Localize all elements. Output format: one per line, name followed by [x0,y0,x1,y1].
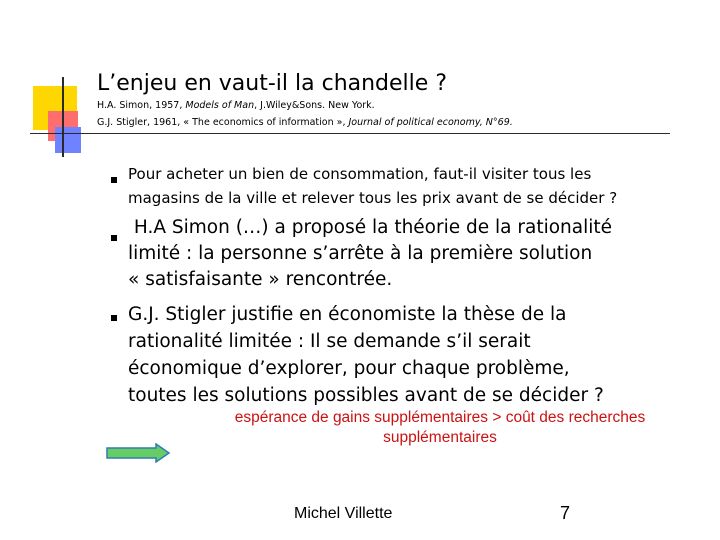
reference-text: G.J. Stigler, 1961, « The economics of information », [97,117,349,128]
decor-vertical-line [62,77,64,157]
bullet-text-2 [128,215,612,293]
right-arrow-icon [106,443,170,463]
decor-horizontal-line [30,133,670,134]
footer-author: Michel Villette [294,505,393,522]
note-line: supplémentaires [383,429,497,446]
text-line: Pour acheter un bien de consommation, faut-il visiter tous les [128,165,592,183]
decor-square-blue [55,127,81,153]
text-line: limité : la personne s’arrête à la première solution [128,243,593,264]
text-line: rationalité limitée : Il se demande s’il serait [128,331,531,352]
annotation-note [190,408,690,448]
bullet-square-icon [111,177,117,183]
reference-text: H.A. Simon, 1957, [97,100,186,111]
text-line: toutes les solutions possibles avant de se décider ? [128,385,604,406]
text-line: G.J. Stigler justifie en économiste la thèse de la [128,304,567,325]
reference-text: , J.Wiley&Sons. New York. [254,100,375,111]
reference-stigler [97,117,513,129]
text-line: H.A Simon (…) a proposé la théorie de la rationalité [128,217,613,238]
reference-simon [97,100,375,112]
text-line: « satisfaisante » rencontrée. [128,269,393,290]
reference-book-title: Models of Man [185,100,255,111]
page-number: 7 [560,503,571,523]
bullet-square-icon [111,315,117,321]
text-line: économique d’explorer, pour chaque problème, [128,358,570,379]
bullet-text-3 [128,301,604,409]
text-line: magasins de la ville et relever tous les prix avant de se décider ? [128,189,618,207]
reference-journal-title: Journal of political economy, N°69. [348,117,513,128]
bullet-text-1 [128,162,617,210]
bullet-square-icon [111,235,117,241]
slide-title: L’enjeu en vaut-il la chandelle ? [97,71,447,96]
note-line: espérance de gains supplémentaires > coût des recherches [234,409,646,426]
